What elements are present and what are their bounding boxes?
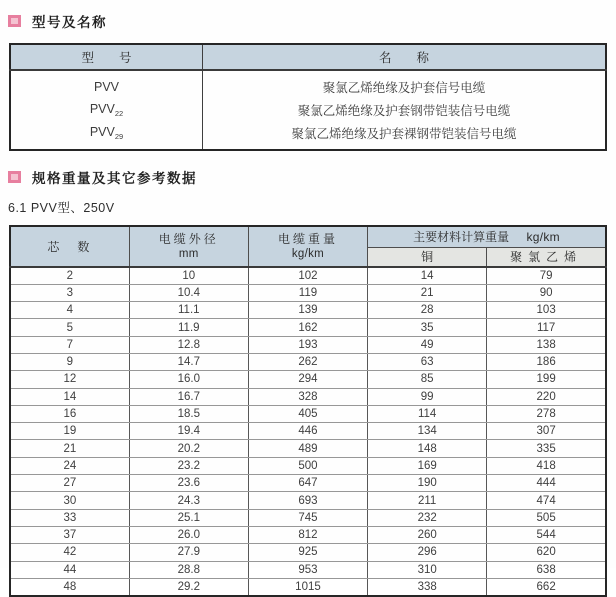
spec-table-row bbox=[10, 492, 606, 509]
spec-cell: 338 bbox=[368, 578, 487, 595]
cable-weight-unit: kg/km bbox=[291, 248, 325, 260]
spec-cell: 85 bbox=[368, 371, 487, 388]
spec-cell: 638 bbox=[487, 561, 606, 578]
spec-cell: 24 bbox=[10, 457, 129, 474]
spec-subtitle: 6.1 PVV型、250V bbox=[8, 201, 115, 215]
spec-cell: 294 bbox=[248, 371, 367, 388]
spec-cell: 44 bbox=[10, 561, 129, 578]
spec-table-row bbox=[10, 267, 606, 284]
spec-cell: 30 bbox=[10, 492, 129, 509]
model-cell bbox=[10, 70, 203, 99]
spec-cell: 139 bbox=[248, 302, 367, 319]
name-cell: 聚氯乙烯绝缘及护套钢带铠装信号电缆 bbox=[297, 104, 511, 118]
spec-cell: 11.1 bbox=[129, 302, 248, 319]
spec-table-row bbox=[10, 544, 606, 561]
spec-cell: 14 bbox=[368, 267, 487, 284]
model-cell bbox=[10, 99, 203, 122]
model-code: PVV bbox=[89, 102, 115, 116]
spec-cell: 232 bbox=[368, 509, 487, 526]
spec-cell: 278 bbox=[487, 405, 606, 422]
spec-cell: 117 bbox=[487, 319, 606, 336]
spec-cell: 220 bbox=[487, 388, 606, 405]
spec-cell: 10.4 bbox=[129, 284, 248, 301]
spec-table-row bbox=[10, 423, 606, 440]
spec-table-row bbox=[10, 353, 606, 370]
spec-cell: 27 bbox=[10, 475, 129, 492]
spec-cell: 2 bbox=[10, 267, 129, 284]
spec-table-row bbox=[10, 509, 606, 526]
spec-cell: 37 bbox=[10, 526, 129, 543]
spec-cell: 23.2 bbox=[129, 457, 248, 474]
spec-table-row bbox=[10, 440, 606, 457]
spec-cell: 7 bbox=[10, 336, 129, 353]
spec-cell: 102 bbox=[248, 267, 367, 284]
pvc-label: 聚氯乙烯 bbox=[510, 249, 583, 264]
spec-cell: 33 bbox=[10, 509, 129, 526]
spec-cell: 21 bbox=[368, 284, 487, 301]
spec-cell: 3 bbox=[10, 284, 129, 301]
spec-cell: 19 bbox=[10, 423, 129, 440]
spec-cell: 953 bbox=[248, 561, 367, 578]
spec-cell: 169 bbox=[368, 457, 487, 474]
spec-cell: 114 bbox=[368, 405, 487, 422]
spec-cell: 186 bbox=[487, 353, 606, 370]
spec-cell: 647 bbox=[248, 475, 367, 492]
outer-diameter-label: 电缆外径 bbox=[158, 232, 219, 246]
spec-cell: 27.9 bbox=[129, 544, 248, 561]
spec-cell: 14.7 bbox=[129, 353, 248, 370]
spec-table-row bbox=[10, 319, 606, 336]
spec-cell: 25.1 bbox=[129, 509, 248, 526]
core-count-column-header bbox=[10, 226, 129, 267]
spec-cell: 335 bbox=[487, 440, 606, 457]
spec-cell: 190 bbox=[368, 475, 487, 492]
spec-cell: 418 bbox=[487, 457, 606, 474]
spec-cell: 29.2 bbox=[129, 578, 248, 595]
spec-cell: 193 bbox=[248, 336, 367, 353]
model-code-subscript: 29 bbox=[114, 132, 124, 141]
spec-cell: 9 bbox=[10, 353, 129, 370]
spec-cell: 10 bbox=[129, 267, 248, 284]
spec-cell: 11.9 bbox=[129, 319, 248, 336]
spec-cell: 446 bbox=[248, 423, 367, 440]
spec-cell: 42 bbox=[10, 544, 129, 561]
section-header-models bbox=[8, 0, 616, 31]
model-column-header: 型 号 bbox=[10, 44, 203, 70]
spec-cell: 4 bbox=[10, 302, 129, 319]
spec-table-row bbox=[10, 302, 606, 319]
spec-cell: 544 bbox=[487, 526, 606, 543]
spec-table-row bbox=[10, 388, 606, 405]
name-cell: 聚氯乙烯绝缘及护套裸钢带铠装信号电缆 bbox=[291, 127, 517, 141]
model-code: PVV bbox=[89, 125, 115, 139]
spec-table-row bbox=[10, 284, 606, 301]
material-weight-label: 主要材料计算重量 bbox=[413, 229, 510, 244]
spec-cell: 103 bbox=[487, 302, 606, 319]
spec-cell: 310 bbox=[368, 561, 487, 578]
model-table-row bbox=[10, 70, 606, 99]
spec-cell: 148 bbox=[368, 440, 487, 457]
spec-cell: 35 bbox=[368, 319, 487, 336]
spec-table-row bbox=[10, 371, 606, 388]
spec-cell: 134 bbox=[368, 423, 487, 440]
spec-cell: 16.7 bbox=[129, 388, 248, 405]
outer-diameter-column-header bbox=[129, 226, 248, 267]
cable-weight-label: 电缆重量 bbox=[277, 232, 338, 246]
core-count-label: 芯 数 bbox=[47, 239, 93, 254]
spec-cell: 14 bbox=[10, 388, 129, 405]
outer-diameter-unit: mm bbox=[178, 248, 199, 260]
spec-cell: 500 bbox=[248, 457, 367, 474]
section-title-specs: 规格重量及其它参考数据 bbox=[32, 171, 197, 186]
spec-table-row bbox=[10, 561, 606, 578]
model-code: PVV bbox=[93, 80, 119, 94]
spec-cell: 20.2 bbox=[129, 440, 248, 457]
spec-cell: 16.0 bbox=[129, 371, 248, 388]
spec-cell: 28.8 bbox=[129, 561, 248, 578]
pvc-column-header bbox=[487, 247, 606, 267]
spec-table-row bbox=[10, 457, 606, 474]
section-title-models: 型号及名称 bbox=[32, 15, 107, 30]
spec-table-row bbox=[10, 578, 606, 595]
spec-cell: 49 bbox=[368, 336, 487, 353]
spec-cell: 489 bbox=[248, 440, 367, 457]
name-column-header: 名 称 bbox=[203, 44, 607, 70]
spec-table-header-row-1 bbox=[10, 226, 606, 247]
spec-table-row bbox=[10, 526, 606, 543]
spec-cell: 662 bbox=[487, 578, 606, 595]
spec-cell: 405 bbox=[248, 405, 367, 422]
spec-cell: 12.8 bbox=[129, 336, 248, 353]
spec-cell: 474 bbox=[487, 492, 606, 509]
spec-cell: 693 bbox=[248, 492, 367, 509]
spec-cell: 12 bbox=[10, 371, 129, 388]
spec-cell: 1015 bbox=[248, 578, 367, 595]
spec-cell: 48 bbox=[10, 578, 129, 595]
spec-cell: 18.5 bbox=[129, 405, 248, 422]
spec-cell: 119 bbox=[248, 284, 367, 301]
spec-cell: 307 bbox=[487, 423, 606, 440]
material-weight-column-header bbox=[368, 226, 606, 247]
spec-cell: 28 bbox=[368, 302, 487, 319]
section-bullet-icon bbox=[8, 171, 21, 183]
model-table-header-row bbox=[10, 44, 606, 70]
spec-cell: 162 bbox=[248, 319, 367, 336]
section-header-specs bbox=[8, 151, 616, 187]
spec-cell: 138 bbox=[487, 336, 606, 353]
spec-cell: 211 bbox=[368, 492, 487, 509]
model-table-row bbox=[10, 99, 606, 122]
section-bullet-icon bbox=[8, 15, 21, 27]
spec-table-row bbox=[10, 405, 606, 422]
spec-cell: 21 bbox=[10, 440, 129, 457]
spec-cell: 63 bbox=[368, 353, 487, 370]
spec-cell: 812 bbox=[248, 526, 367, 543]
spec-cell: 505 bbox=[487, 509, 606, 526]
spec-cell: 24.3 bbox=[129, 492, 248, 509]
model-code-subscript: 22 bbox=[114, 109, 124, 118]
spec-cell: 444 bbox=[487, 475, 606, 492]
spec-cell: 79 bbox=[487, 267, 606, 284]
spec-cell: 26.0 bbox=[129, 526, 248, 543]
name-cell: 聚氯乙烯绝缘及护套信号电缆 bbox=[322, 81, 486, 95]
spec-cell: 260 bbox=[368, 526, 487, 543]
spec-cell: 328 bbox=[248, 388, 367, 405]
spec-cell: 19.4 bbox=[129, 423, 248, 440]
spec-cell: 620 bbox=[487, 544, 606, 561]
spec-cell: 925 bbox=[248, 544, 367, 561]
model-name-table bbox=[9, 43, 607, 151]
spec-cell: 23.6 bbox=[129, 475, 248, 492]
spec-weight-table bbox=[9, 225, 607, 597]
cable-weight-column-header bbox=[248, 226, 367, 267]
spec-cell: 16 bbox=[10, 405, 129, 422]
spec-cell: 199 bbox=[487, 371, 606, 388]
copper-column-header: 铜 bbox=[368, 247, 487, 267]
spec-cell: 90 bbox=[487, 284, 606, 301]
spec-cell: 296 bbox=[368, 544, 487, 561]
material-weight-unit: kg/km bbox=[526, 229, 560, 244]
spec-table-row bbox=[10, 475, 606, 492]
spec-cell: 262 bbox=[248, 353, 367, 370]
model-cell bbox=[10, 122, 203, 151]
spec-cell: 5 bbox=[10, 319, 129, 336]
spec-cell: 745 bbox=[248, 509, 367, 526]
model-table-row bbox=[10, 122, 606, 151]
spec-cell: 99 bbox=[368, 388, 487, 405]
spec-table-row bbox=[10, 336, 606, 353]
